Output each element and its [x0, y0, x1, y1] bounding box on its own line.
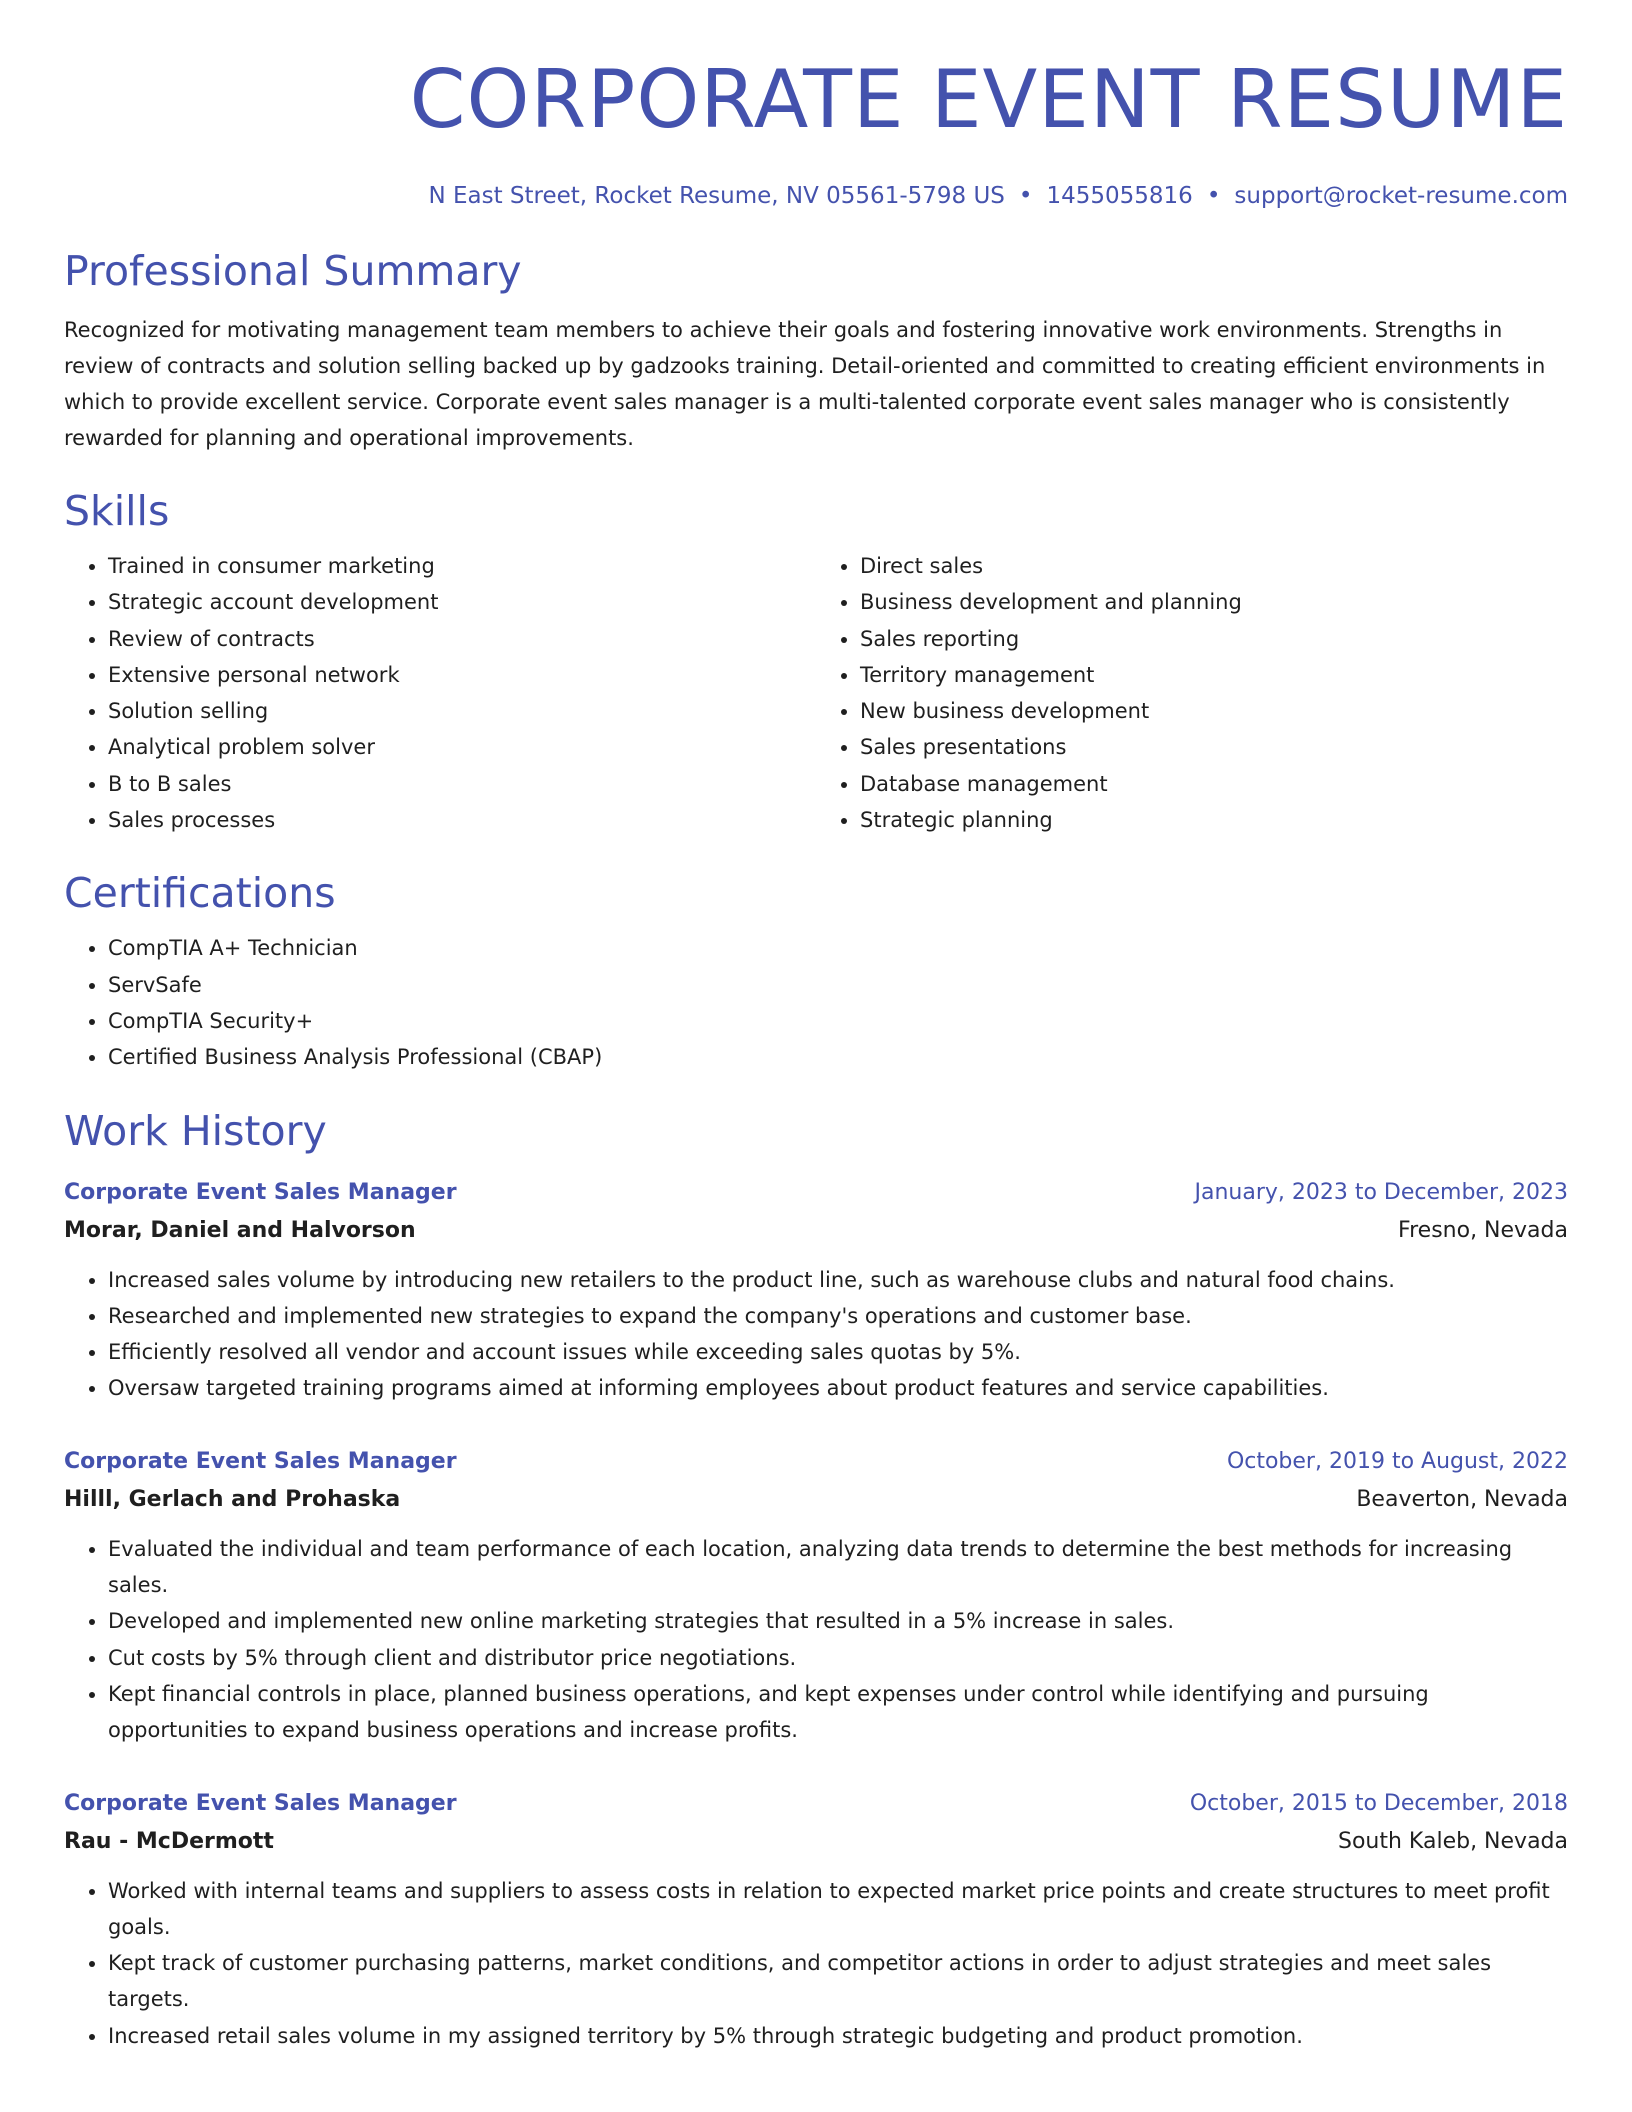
- job-title-row: [64, 1785, 1568, 1823]
- job-company-row: [64, 1823, 1568, 1861]
- contact-phone: 1455055816: [1046, 183, 1193, 209]
- summary-text: Recognized for motivating management team members to achieve their goals and fostering innovative work environments. Strengths in review of contracts and solution selling backed up by gadzooks training. Detail-oriented and committed to creating efficient environments in which to provide excellent service. Corporate event sales manager is a multi-talented corporate event sales manager who is consistently rewarded for planning and operational improvements.: [64, 318, 1546, 450]
- job-bullet: • Developed and implemented new online marketing strategies that resulted in a 5% increase in sales.: [108, 1603, 1568, 1639]
- job-location: South Kaleb, Nevada: [1338, 1828, 1568, 1854]
- certification-item: • Certified Business Analysis Professional (CBAP): [108, 1039, 1568, 1075]
- certification-item: • CompTIA Security+: [108, 1003, 1568, 1039]
- job-bullet: • Kept track of customer purchasing patterns, market conditions, and competitor actions in order to adjust strategies and meet sales targets.: [108, 1945, 1568, 2018]
- job-entry: [64, 1785, 1568, 2054]
- job-entry: [64, 1443, 1568, 1749]
- skill-item: • New business development: [860, 693, 1568, 729]
- skills-list-left: [64, 548, 816, 838]
- certifications-heading: Certifications: [64, 869, 336, 918]
- job-bullet: • Researched and implemented new strategies to expand the company's operations and customer base.: [108, 1298, 1568, 1334]
- job-dates: January, 2023 to December, 2023: [1194, 1179, 1568, 1205]
- skill-item: • Extensive personal network: [108, 657, 816, 693]
- job-company-row: [64, 1212, 1568, 1250]
- certification-item: • CompTIA A+ Technician: [108, 930, 1568, 966]
- job-bullets: [64, 1531, 1568, 1749]
- contact-separator: •: [1018, 183, 1033, 209]
- job-bullet: • Increased retail sales volume in my assigned territory by 5% through strategic budgeting and product promotion.: [108, 2018, 1568, 2054]
- skill-item: • Direct sales: [860, 548, 1568, 584]
- job-bullet: • Cut costs by 5% through client and distributor price negotiations.: [108, 1640, 1568, 1676]
- job-dates: October, 2019 to August, 2022: [1226, 1448, 1568, 1474]
- work-history-heading: Work History: [64, 1106, 327, 1155]
- skill-item: • Sales processes: [108, 802, 816, 838]
- skill-item: • Analytical problem solver: [108, 729, 816, 765]
- skill-item: • B to B sales: [108, 766, 816, 802]
- summary-heading: Professional Summary: [64, 247, 522, 295]
- job-bullet: • Kept financial controls in place, planned business operations, and kept expenses under control while identifying and pursuing opportunities to expand business operations and increase profits.: [108, 1676, 1568, 1749]
- certification-item: • ServSafe: [108, 967, 1568, 1003]
- skill-item: • Sales presentations: [860, 729, 1568, 765]
- job-location: Fresno, Nevada: [1398, 1217, 1568, 1243]
- skill-item: • Database management: [860, 766, 1568, 802]
- skill-item: • Solution selling: [108, 693, 816, 729]
- resume-name: CORPORATE EVENT RESUME: [409, 53, 1568, 146]
- job-company: Hilll, Gerlach and Prohaska: [64, 1486, 401, 1512]
- contact-line: [64, 180, 1568, 212]
- job-company-row: [64, 1481, 1568, 1519]
- job-dates: October, 2015 to December, 2018: [1189, 1790, 1568, 1816]
- job-title: Corporate Event Sales Manager: [64, 1790, 457, 1816]
- contact-address: N East Street, Rocket Resume, NV 05561-5798 US: [428, 183, 1005, 209]
- job-bullet: • Oversaw targeted training programs aimed at informing employees about product features and service capabilities.: [108, 1370, 1568, 1406]
- job-title-row: [64, 1443, 1568, 1481]
- job-bullet: • Efficiently resolved all vendor and account issues while exceeding sales quotas by 5%.: [108, 1334, 1568, 1370]
- job-bullet: • Worked with internal teams and suppliers to assess costs in relation to expected market price points and create structures to meet profit goals.: [108, 1873, 1568, 1946]
- skill-item: • Business development and planning: [860, 584, 1568, 620]
- job-title-row: [64, 1174, 1568, 1212]
- skills-list-right: [816, 548, 1568, 838]
- resume-header: [64, 50, 1568, 212]
- skill-item: • Sales reporting: [860, 621, 1568, 657]
- job-entry: [64, 1174, 1568, 1407]
- skills-heading: Skills: [64, 487, 170, 535]
- contact-separator: •: [1206, 183, 1221, 209]
- job-location: Beaverton, Nevada: [1356, 1486, 1568, 1512]
- skill-item: • Strategic account development: [108, 584, 816, 620]
- job-bullets: [64, 1262, 1568, 1407]
- skill-item: • Review of contracts: [108, 621, 816, 657]
- job-bullet: • Evaluated the individual and team performance of each location, analyzing data trends to determine the best methods for increasing sales.: [108, 1531, 1568, 1604]
- job-title: Corporate Event Sales Manager: [64, 1448, 457, 1474]
- job-bullet: • Increased sales volume by introducing new retailers to the product line, such as warehouse clubs and natural food chains.: [108, 1262, 1568, 1298]
- skill-item: • Trained in consumer marketing: [108, 548, 816, 584]
- skills-grid: [64, 548, 1568, 838]
- job-company: Morar, Daniel and Halvorson: [64, 1217, 416, 1243]
- certifications-list: [64, 930, 1568, 1075]
- contact-email: support@rocket-resume.com: [1234, 183, 1568, 209]
- skill-item: • Strategic planning: [860, 802, 1568, 838]
- skill-item: • Territory management: [860, 657, 1568, 693]
- job-title: Corporate Event Sales Manager: [64, 1179, 457, 1205]
- job-bullets: [64, 1873, 1568, 2054]
- job-company: Rau - McDermott: [64, 1828, 274, 1854]
